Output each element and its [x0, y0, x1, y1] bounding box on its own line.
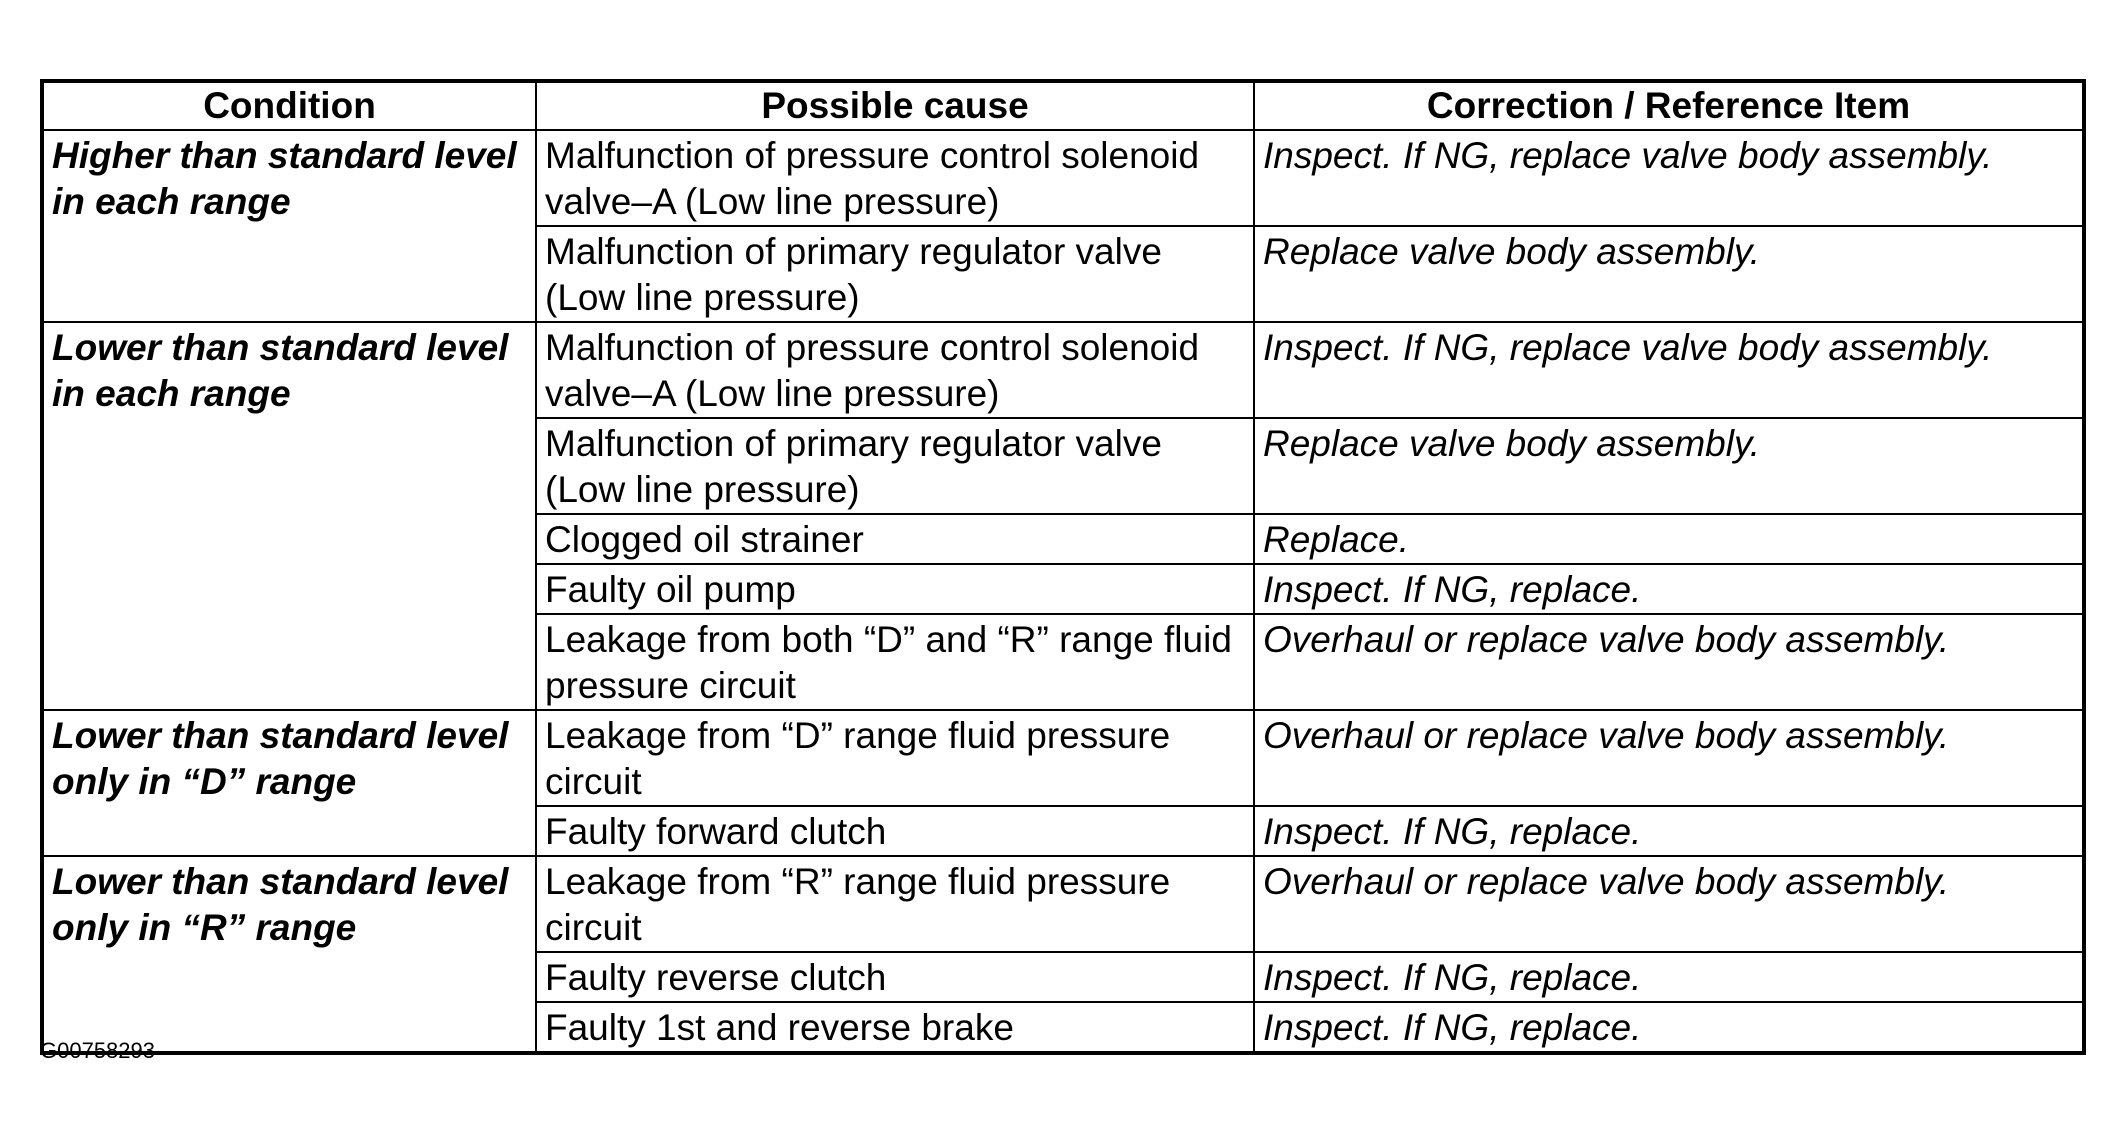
header-possible-cause: Possible cause: [536, 81, 1254, 130]
correction-cell: Inspect. If NG, replace valve body assembly.: [1254, 130, 2084, 226]
correction-cell: Inspect. If NG, replace valve body assembly.: [1254, 322, 2084, 418]
figure-id: G00758293: [40, 1038, 155, 1063]
cause-cell: Faulty reverse clutch: [536, 952, 1254, 1002]
correction-cell: Replace valve body assembly.: [1254, 418, 2084, 514]
correction-cell: Overhaul or replace valve body assembly.: [1254, 710, 2084, 806]
correction-cell: Inspect. If NG, replace.: [1254, 806, 2084, 856]
diagnosis-table: [40, 79, 2086, 1055]
cause-cell: Malfunction of pressure control solenoid valve–A (Low line pressure): [536, 130, 1254, 226]
condition-cell: Lower than standard level only in “R” range: [42, 856, 536, 1053]
correction-cell: Overhaul or replace valve body assembly.: [1254, 614, 2084, 710]
cause-cell: Faulty oil pump: [536, 564, 1254, 614]
cause-cell: Faulty 1st and reverse brake: [536, 1002, 1254, 1053]
table-row: [42, 322, 2084, 418]
correction-cell: Overhaul or replace valve body assembly.: [1254, 856, 2084, 952]
cause-cell: Malfunction of primary regulator valve (Low line pressure): [536, 418, 1254, 514]
cause-cell: Malfunction of pressure control solenoid valve–A (Low line pressure): [536, 322, 1254, 418]
condition-cell: Lower than standard level in each range: [42, 322, 536, 710]
header-correction: Correction / Reference Item: [1254, 81, 2084, 130]
cause-cell: Leakage from “D” range fluid pressure circuit: [536, 710, 1254, 806]
cause-cell: Faulty forward clutch: [536, 806, 1254, 856]
header-row: [42, 81, 2084, 130]
table-row: [42, 710, 2084, 806]
condition-cell: Higher than standard level in each range: [42, 130, 536, 322]
cause-cell: Malfunction of primary regulator valve (Low line pressure): [536, 226, 1254, 322]
cause-cell: Leakage from “R” range fluid pressure circuit: [536, 856, 1254, 952]
correction-cell: Inspect. If NG, replace.: [1254, 952, 2084, 1002]
cause-cell: Clogged oil strainer: [536, 514, 1254, 564]
table-row: [42, 130, 2084, 226]
correction-cell: Inspect. If NG, replace.: [1254, 1002, 2084, 1053]
header-condition: Condition: [42, 81, 536, 130]
correction-cell: Replace.: [1254, 514, 2084, 564]
correction-cell: Inspect. If NG, replace.: [1254, 564, 2084, 614]
table-row: [42, 856, 2084, 952]
cause-cell: Leakage from both “D” and “R” range fluid pressure circuit: [536, 614, 1254, 710]
condition-cell: Lower than standard level only in “D” range: [42, 710, 536, 856]
correction-cell: Replace valve body assembly.: [1254, 226, 2084, 322]
